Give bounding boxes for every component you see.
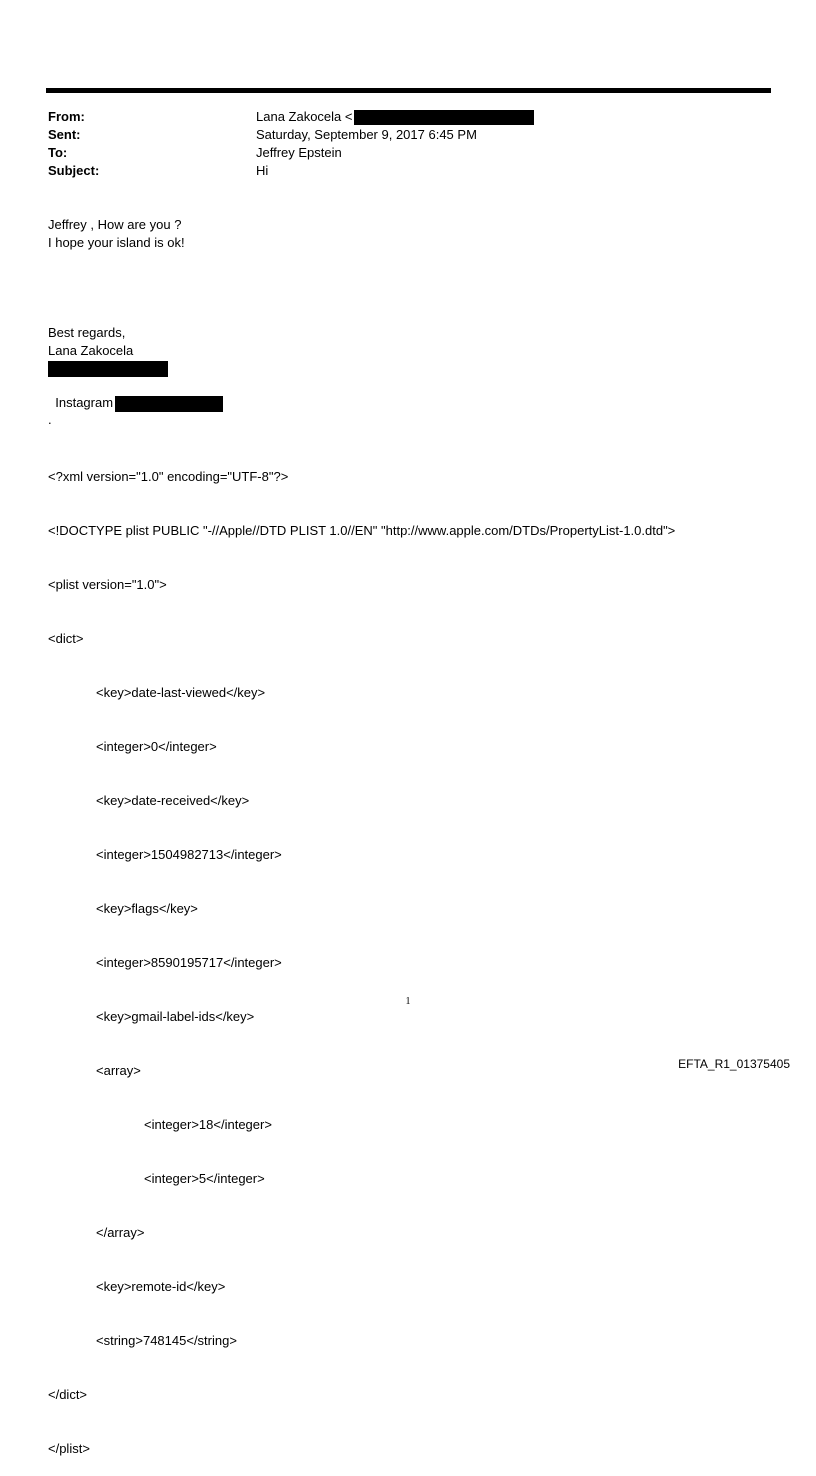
redaction-box bbox=[115, 396, 223, 412]
plist-line: <key>flags</key> bbox=[96, 901, 198, 916]
plist-line: <integer>18</integer> bbox=[144, 1117, 272, 1132]
plist-line: <integer>5</integer> bbox=[144, 1171, 265, 1186]
from-label: From: bbox=[48, 109, 85, 124]
sent-label: Sent: bbox=[48, 127, 81, 142]
subject-value: Hi bbox=[256, 163, 269, 178]
page-number: 1 bbox=[405, 996, 411, 1007]
plist-block bbox=[48, 432, 675, 1476]
plist-line: <integer>0</integer> bbox=[96, 739, 217, 754]
separator-dot: . bbox=[48, 412, 52, 427]
plist-line: <?xml version="1.0" encoding="UTF-8"?> bbox=[48, 469, 289, 484]
plist-line: <integer>8590195717</integer> bbox=[96, 955, 282, 970]
plist-line: <key>gmail-label-ids</key> bbox=[96, 1009, 255, 1024]
plist-line: <key>remote-id</key> bbox=[96, 1279, 226, 1294]
body-line-greeting: Jeffrey , How are you ? bbox=[48, 217, 182, 232]
to-label: To: bbox=[48, 145, 68, 160]
subject-label: Subject: bbox=[48, 163, 100, 178]
instagram-line bbox=[48, 379, 223, 412]
plist-line: </dict> bbox=[48, 1387, 88, 1402]
instagram-label: Instagram bbox=[55, 395, 114, 410]
plist-line: </plist> bbox=[48, 1441, 90, 1456]
redaction-box bbox=[48, 361, 168, 377]
signature-name: Lana Zakocela bbox=[48, 343, 134, 358]
plist-line: <key>date-last-viewed</key> bbox=[96, 685, 266, 700]
plist-line: <array> bbox=[96, 1063, 141, 1078]
plist-line: <dict> bbox=[48, 631, 84, 646]
plist-line: </array> bbox=[96, 1225, 145, 1240]
from-value bbox=[256, 109, 534, 125]
body-line-island: I hope your island is ok! bbox=[48, 235, 185, 250]
plist-line: <!DOCTYPE plist PUBLIC "-//Apple//DTD PLIST 1.0//EN" "http://www.apple.com/DTDs/PropertyList-1.0.dtd"> bbox=[48, 523, 676, 538]
closing-text: Best regards, bbox=[48, 325, 126, 340]
redaction-box bbox=[354, 110, 534, 125]
plist-line: <plist version="1.0"> bbox=[48, 577, 167, 592]
header-rule bbox=[46, 88, 771, 93]
bates-stamp: EFTA_R1_01375405 bbox=[678, 1057, 790, 1071]
plist-line: <string>748145</string> bbox=[96, 1333, 237, 1348]
sent-value: Saturday, September 9, 2017 6:45 PM bbox=[256, 127, 477, 142]
to-value: Jeffrey Epstein bbox=[256, 145, 342, 160]
plist-line: <key>date-received</key> bbox=[96, 793, 250, 808]
plist-line: <integer>1504982713</integer> bbox=[96, 847, 282, 862]
from-name: Lana Zakocela < bbox=[256, 109, 353, 124]
